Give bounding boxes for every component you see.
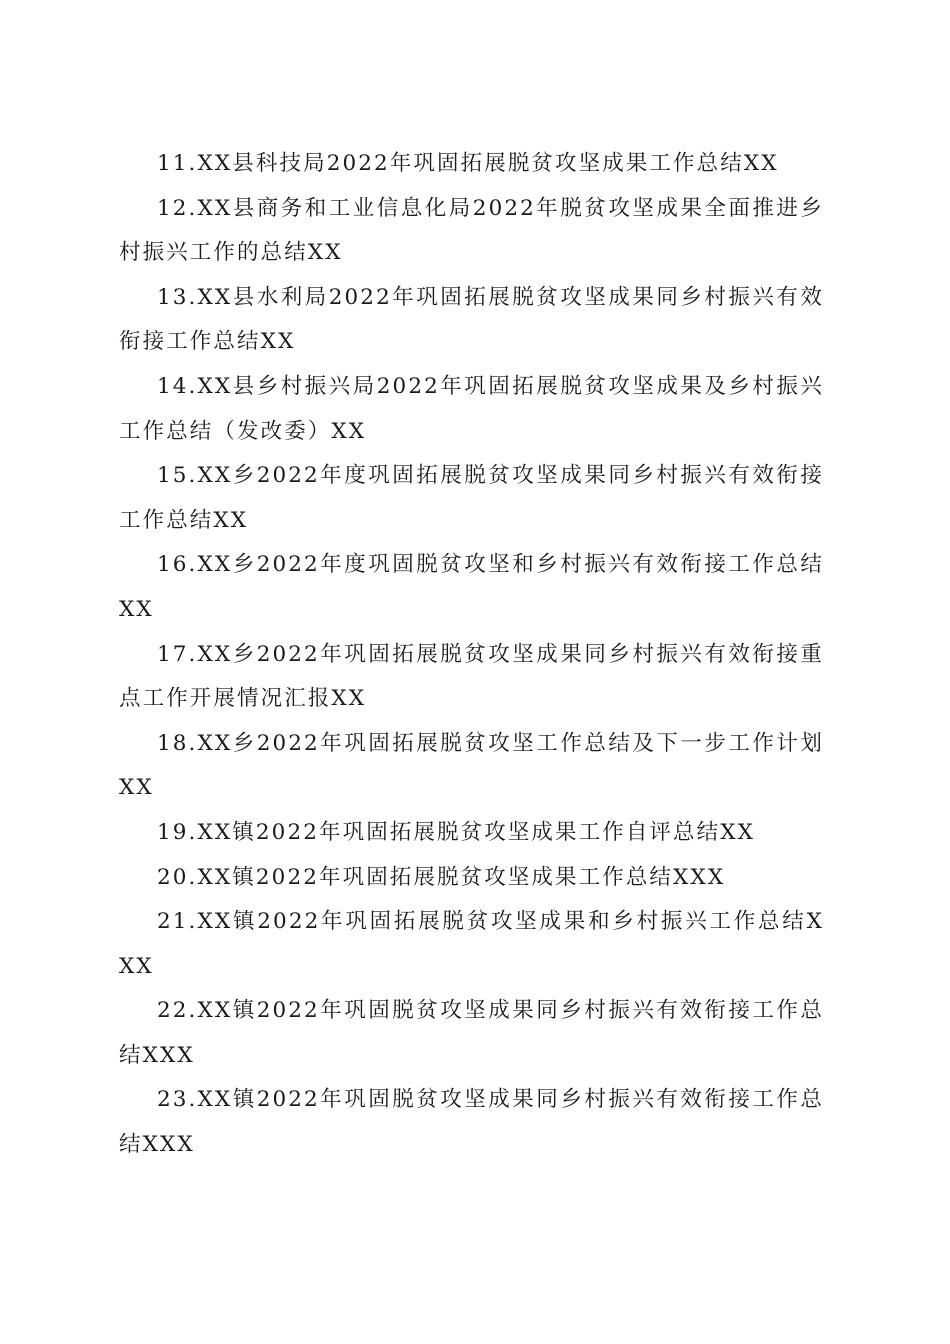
toc-entry-17: 17.XX乡2022年巩固拓展脱贫攻坚成果同乡村振兴有效衔接重点工作开展情况汇报XX <box>119 641 824 712</box>
toc-entry-20: 20.XX镇2022年巩固拓展脱贫攻坚成果工作总结XXX <box>157 864 726 890</box>
toc-entry-18: 18.XX乡2022年巩固拓展脱贫攻坚工作总结及下一步工作计划XX <box>119 730 824 801</box>
toc-entry-12: 12.XX县商务和工业信息化局2022年脱贫攻坚成果全面推进乡村振兴工作的总结XX <box>119 195 824 266</box>
toc-entry-21: 21.XX镇2022年巩固拓展脱贫攻坚成果和乡村振兴工作总结XXX <box>119 909 824 979</box>
table-of-contents-list <box>119 142 824 1168</box>
toc-entry-13: 13.XX县水利局2022年巩固拓展脱贫攻坚成果同乡村振兴有效衔接工作总结XX <box>119 284 824 355</box>
toc-entry-19: 19.XX镇2022年巩固拓展脱贫攻坚成果工作自评总结XX <box>157 819 756 845</box>
toc-entry-16: 16.XX乡2022年度巩固脱贫攻坚和乡村振兴有效衔接工作总结XX <box>119 552 824 622</box>
toc-entry-14: 14.XX县乡村振兴局2022年巩固拓展脱贫攻坚成果及乡村振兴工作总结（发改委）XX <box>119 373 824 444</box>
toc-entry-15: 15.XX乡2022年度巩固拓展脱贫攻坚成果同乡村振兴有效衔接工作总结XX <box>119 463 824 533</box>
toc-entry-11: 11.XX县科技局2022年巩固拓展脱贫攻坚成果工作总结XX <box>157 151 779 176</box>
toc-entry-22: 22.XX镇2022年巩固脱贫攻坚成果同乡村振兴有效衔接工作总结XXX <box>119 998 824 1068</box>
toc-entry-23: 23.XX镇2022年巩固脱贫攻坚成果同乡村振兴有效衔接工作总结XXX <box>119 1087 824 1158</box>
